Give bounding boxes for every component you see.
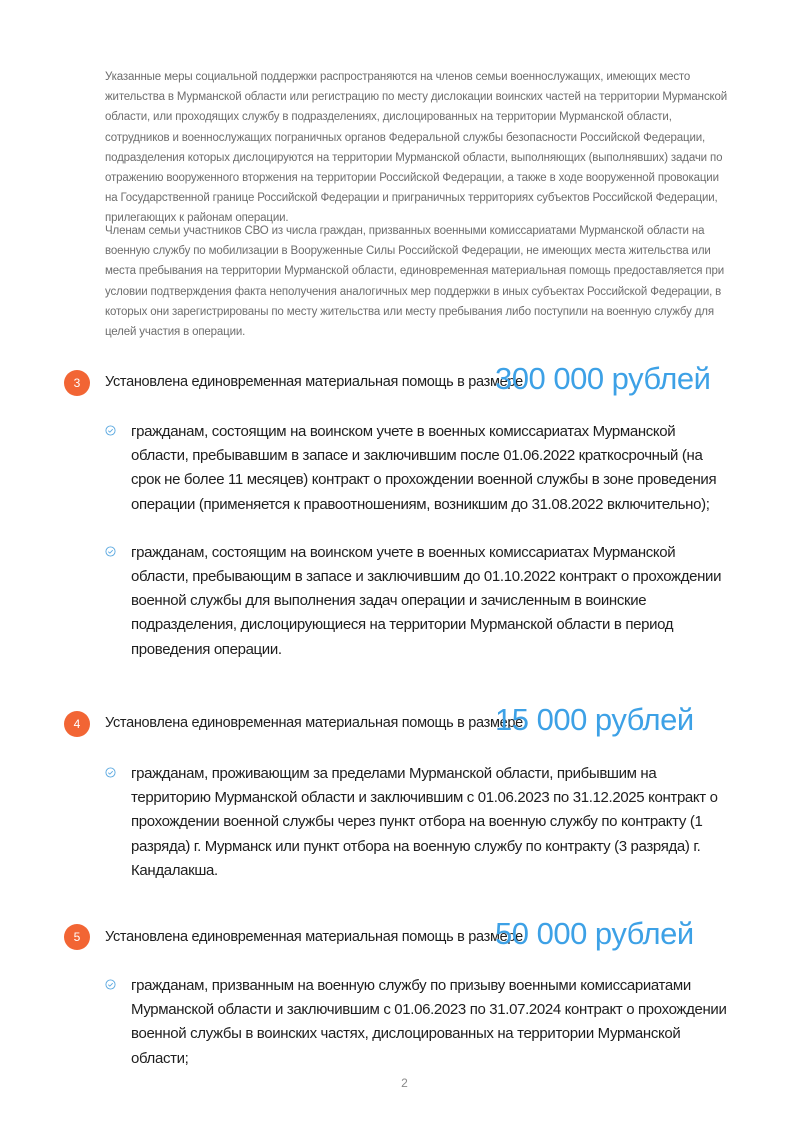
section-number-badge: 3 [64,370,90,396]
section-4-heading [64,702,784,746]
list-item [105,541,735,662]
list-item-text: гражданам, призванным на военную службу по призыву военными комиссариатами Мурманской области и заключившим с 01.06.2023 по 31.07.2024 контракт о прохождении военной службы в воинских частях, дислоцированных на территории Мурманской области; [131,977,727,1067]
section-number-badge: 5 [64,924,90,950]
intro-paragraph-1 [105,67,730,229]
section-5-heading [64,916,784,960]
page-number: 2 [401,1076,408,1090]
check-circle-icon [105,546,116,557]
section-heading-text: Установлена единовременная материальная помощь в размере [105,929,523,945]
section-5-list [105,974,735,1071]
section-3-list [105,420,735,662]
section-3-heading [64,361,784,404]
list-item-text: гражданам, проживающим за пределами Мурманской области, прибывшим на территорию Мурманской области и заключившим с 01.06.2023 по 31.12.2025 контракт о прохождении военной службы через пункт отбора на военную службу по контракту (1 разряда) г. Мурманск или пункт отбора на военную службу по контракту (3 разряда) г. Кандалакша. [131,765,718,879]
list-item [105,420,735,517]
check-circle-icon [105,767,116,778]
list-item [105,974,735,1071]
section-amount: 300 000 рублей [495,361,711,396]
section-number-badge: 4 [64,711,90,737]
list-item-text: гражданам, состоящим на воинском учете в военных комиссариатах Мурманской области, пребывавшим в запасе и заключившим после 01.06.2022 краткосрочный (на срок не более 11 месяцев) контракт о прохождении военной службы в зоне проведения операции (применяется к правоотношениям, возникшим до 31.08.2022 включительно); [131,423,717,513]
list-item-text: гражданам, состоящим на воинском учете в военных комиссариатах Мурманской области, пребывающим в запасе и заключившим до 01.10.2022 контракт о прохождении военной службы для выполнения задач операции и зачисленным в воинские подразделения, дислоцирующиеся на территории Мурманской области в период проведения операции. [131,543,722,658]
intro-paragraph-2 [105,221,730,342]
check-circle-icon [105,979,116,990]
intro-text-1: Указанные меры социальной поддержки распространяются на членов семьи военнослужащих, имеющих место жительства в Мурманской области или регистрацию по месту дислокации воинских частей на территории Мурманской области, или проходящих службу в подразделениях, дислоцированных на территории Мурманской области, сотрудников и военнослужащих пограничных органов Федеральной службы безопасности Российской Федерации, подразделения которых дислоцируются на территории Мурманской области, выполняющих (выполнявших) задачи по отражению вооруженного вторжения на территории Российской Федерации, а также в ходе вооруженной провокации на Государственной границе Российской Федерации и приграничных территориях субъектов Российской Федерации, прилегающих к районам операции. [105,71,727,225]
section-heading-text: Установлена единовременная материальная помощь в размере [105,374,523,390]
section-amount: 15 000 рублей [495,702,694,737]
list-item [105,762,735,883]
intro-text-2: Членам семьи участников СВО из числа граждан, призванных военными комиссариатами Мурманской области на военную службу по мобилизации в Вооруженные Силы Российской Федерации, не имеющих места жительства или места пребывания на территории Мурманской области, единовременная материальная помощь предоставляется при условии подтверждения факта неполучения аналогичных мер поддержки в иных субъектах Российской Федерации, в которых они зарегистрированы по месту жительства или месту пребывания либо поступили на военную службу для целей участия в операции. [105,225,725,339]
section-amount: 50 000 рублей [495,916,694,951]
section-4-list [105,762,735,883]
check-circle-icon [105,425,116,436]
section-heading-text: Установлена единовременная материальная помощь в размере [105,715,523,731]
